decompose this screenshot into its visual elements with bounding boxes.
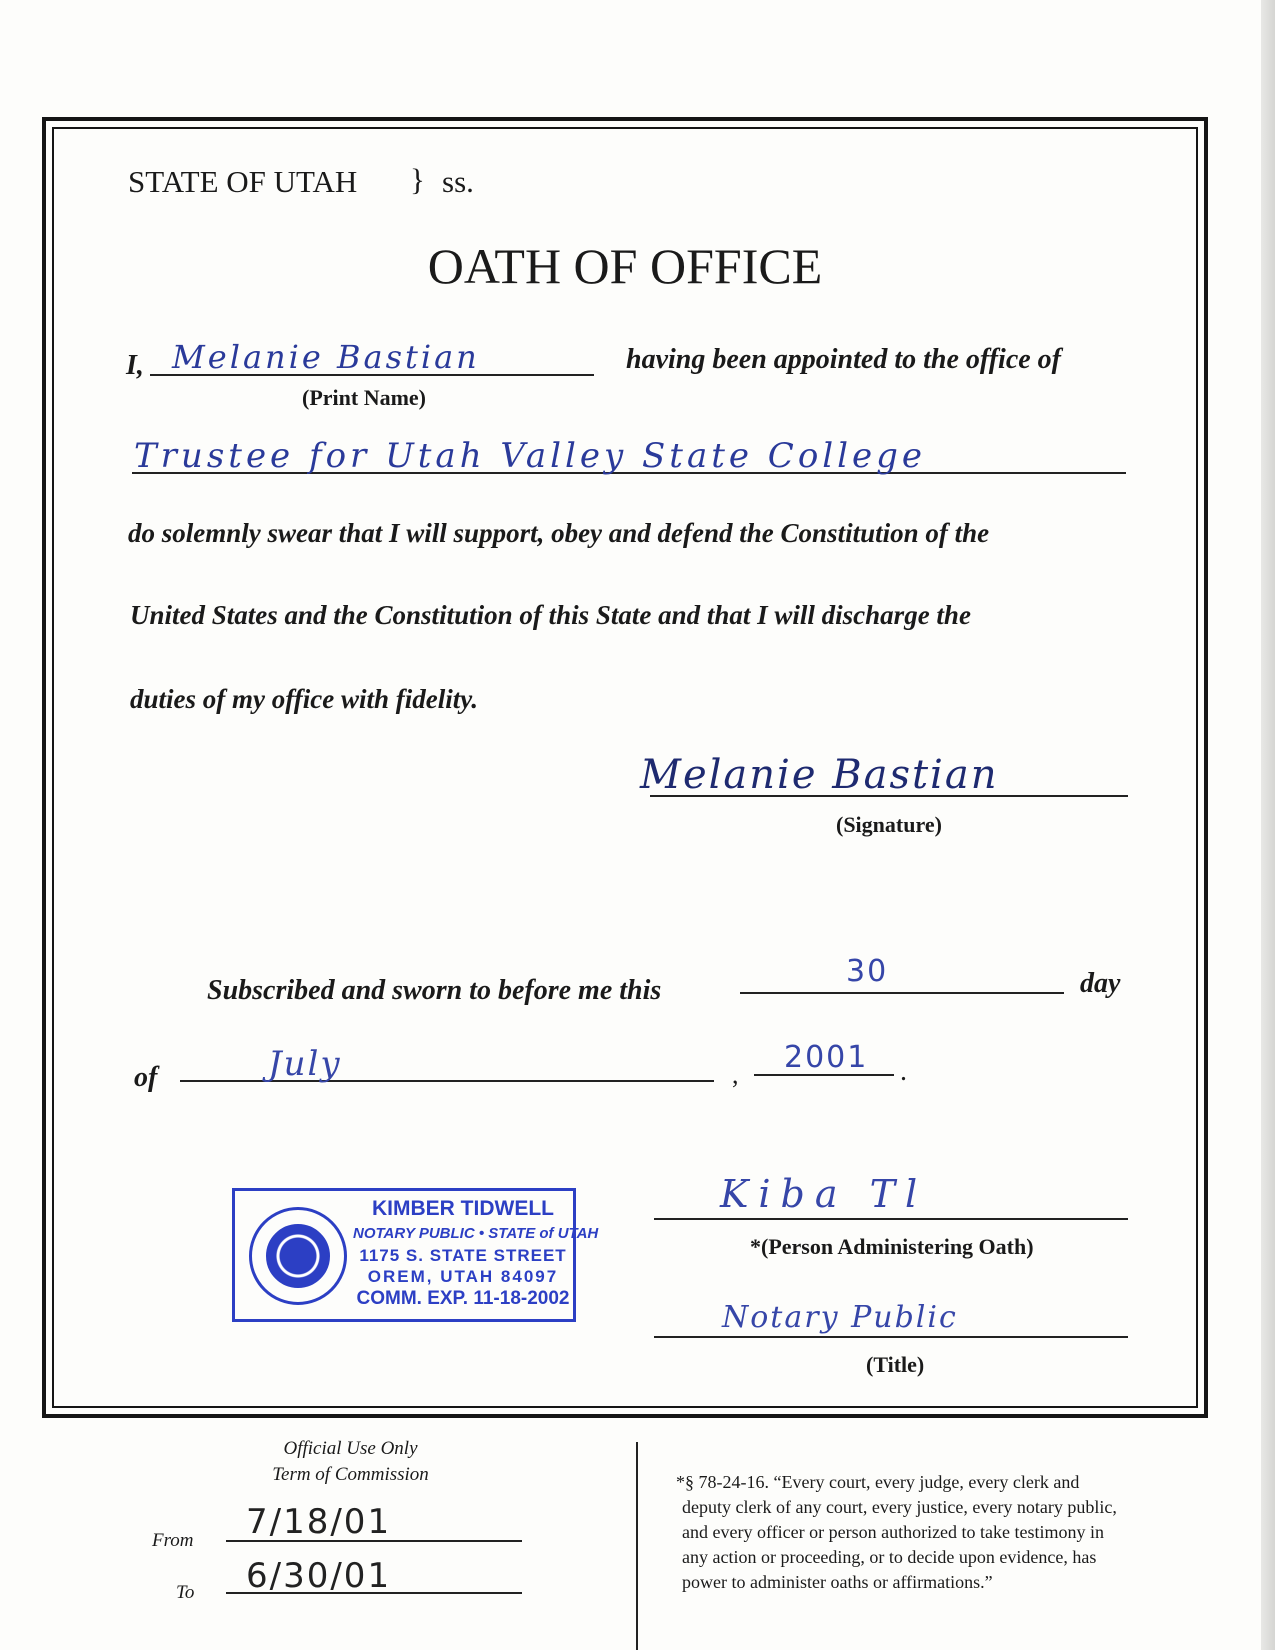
- month-line: [180, 1080, 714, 1082]
- oath-body-line-1: do solemnly swear that I will support, obey and defend the Constitution of the: [128, 518, 990, 548]
- term-heading: Term of Commission: [272, 1464, 429, 1485]
- stamp-city: OREM, UTAH 84097: [367, 1267, 559, 1286]
- statute-line-1: *§ 78-24-16. “Every court, every judge, every clerk and: [676, 1472, 1080, 1492]
- appointed-text: having been appointed to the office of: [626, 344, 1061, 375]
- administrator-signature: Kiba Tl: [720, 1172, 928, 1216]
- subscribed-text: Subscribed and sworn to before me this: [207, 975, 662, 1006]
- page-edge-shadow: [1261, 0, 1275, 1650]
- administrator-signature-line: [654, 1218, 1128, 1220]
- brace: }: [410, 162, 425, 197]
- statute-line-4: any action or proceeding, or to decide upon evidence, has: [682, 1547, 1097, 1567]
- period: .: [900, 1056, 907, 1087]
- year-value: 2001: [784, 1040, 869, 1075]
- i-label: I,: [126, 350, 144, 381]
- footer-divider: [636, 1442, 638, 1650]
- stamp-expiration: COMM. EXP. 11-18-2002: [356, 1288, 570, 1309]
- statute-line-5: power to administer oaths or affirmations.”: [682, 1572, 993, 1592]
- day-value: 30: [846, 954, 889, 989]
- day-label: day: [1080, 968, 1121, 999]
- month-value: July: [268, 1044, 342, 1084]
- state-seal-icon: [249, 1207, 347, 1305]
- official-use-heading: Official Use Only: [283, 1438, 418, 1459]
- signature-caption: (Signature): [836, 812, 942, 837]
- oath-body-line-3: duties of my office with fidelity.: [130, 684, 478, 714]
- state-label: STATE OF UTAH: [128, 164, 358, 199]
- to-value: 6/30/01: [246, 1556, 392, 1596]
- title-caption: (Title): [866, 1352, 925, 1377]
- stamp-name: KIMBER TIDWELL: [372, 1197, 554, 1220]
- office-value: Trustee for Utah Valley State College: [134, 436, 927, 476]
- document-title: OATH OF OFFICE: [427, 238, 823, 294]
- from-label: From: [152, 1530, 194, 1551]
- from-value: 7/18/01: [246, 1502, 392, 1542]
- statute-line-2: deputy clerk of any court, every justice, every notary public,: [682, 1497, 1117, 1517]
- inner-border: [52, 127, 1198, 1408]
- print-name-caption: (Print Name): [302, 385, 427, 410]
- statute-line-3: and every officer or person authorized to take testimony in: [682, 1522, 1105, 1542]
- print-name-value: Melanie Bastian: [172, 338, 480, 376]
- oath-body-line-2: United States and the Constitution of this State and that I will discharge the: [130, 600, 971, 630]
- stamp-street: 1175 S. STATE STREET: [359, 1246, 567, 1265]
- to-label: To: [176, 1582, 195, 1603]
- of-label: of: [134, 1062, 158, 1093]
- day-line: [740, 992, 1064, 994]
- comma: ,: [732, 1060, 739, 1089]
- ss-label: ss.: [442, 164, 474, 199]
- title-value: Notary Public: [722, 1300, 958, 1335]
- oath-signature: Melanie Bastian: [640, 752, 999, 798]
- administrator-caption: *(Person Administering Oath): [750, 1234, 1034, 1259]
- notary-stamp: [232, 1188, 599, 1322]
- stamp-title: NOTARY PUBLIC • STATE of UTAH: [353, 1225, 599, 1242]
- title-line: [654, 1336, 1128, 1338]
